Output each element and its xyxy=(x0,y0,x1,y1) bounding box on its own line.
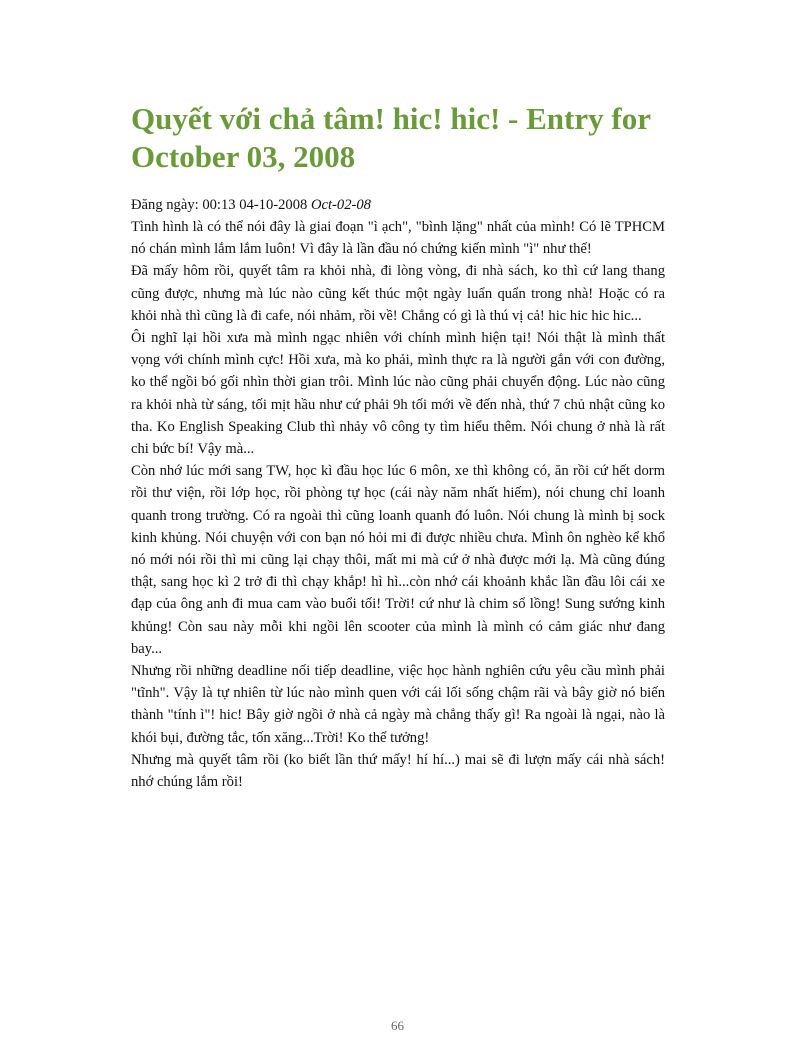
paragraph: Nhưng mà quyết tâm rồi (ko biết lần thứ mấy! hí hí...) mai sẽ đi lượn mấy cái nhà sách! nhớ chúng lắm rồi! xyxy=(131,751,665,791)
page-number: 66 xyxy=(391,1018,404,1033)
paragraph: Tình hình là có thể nói đây là giai đoạn "ì ạch", "bình lặng" nhất của mình! Có lẽ TPHCM nó chán mình lắm lắm luôn! Vì đây là lần đầu nó chứng kiến mình "ì" như thế! xyxy=(131,219,665,258)
post-date-italic: Oct-02-08 xyxy=(310,197,371,213)
post-date: Đăng ngày: 00:13 04-10-2008 xyxy=(131,197,311,213)
paragraph: Còn nhớ lúc mới sang TW, học kì đầu học lúc 6 môn, xe thì không có, ăn rồi cứ hết dorm rồi thư viện, rồi lớp học, rồi phòng tự học (cái này năm nhất hiếm), nói chung chỉ loanh quanh trong trường. Có ra ngoài thì cũng loanh quanh đó luôn. Nói chung là mình bị sock kinh khủng. Nói chuyện với con bạn nó hỏi mi đi được nhiều chưa. Mình ôn nghèo kể khổ nó mới nói rồi thì mi cũng lại chạy thôi, mất mi mà cứ ở nhà được mới lạ. Mà cũng đúng thật, sang học kì 2 trở đi thì chạy khắp! hì hì...còn nhớ cái khoảnh khắc lần đầu lôi cái xe đạp của ông anh đi mua cam vào buổi tối! Trời! cứ như là chim sổ lồng! Sung sướng kinh khủng! Còn sau này mỗi khi ngồi lên scooter của mình là mình có cảm giác như đang bay... xyxy=(131,463,665,657)
paragraph: Đã mấy hôm rồi, quyết tâm ra khỏi nhà, đi lòng vòng, đi nhà sách, ko thì cứ lang thang cũng được, nhưng mà lúc nào cũng kết thúc một ngày luẩn quẩn trong nhà! Hoặc có ra khỏi nhà thì cũng là đi cafe, nói nhảm, rồi về! Chẳng có gì là thú vị cả! hic hic hic hic... xyxy=(131,263,665,324)
entry-body xyxy=(131,216,665,793)
paragraph: Nhưng rồi những deadline nối tiếp deadline, việc học hành nghiên cứu yêu cầu mình phải "tĩnh". Vậy là tự nhiên từ lúc nào mình quen với cái lối sống chậm rãi và bây giờ nó biến thành "tính ì"! hic! Bây giờ ngồi ở nhà cả ngày mà chẳng thấy gì! Ra ngoài là ngại, nào là khói bụi, đường tắc, tốn xăng...Trời! Ko thể tưởng! xyxy=(131,663,665,746)
post-meta xyxy=(131,194,671,216)
entry-title: Quyết với chả tâm! hic! hic! - Entry for October 03, 2008 xyxy=(131,101,651,174)
paragraph: Ôi nghĩ lại hồi xưa mà mình ngạc nhiên với chính mình hiện tại! Nói thật là mình thất vọng với chính mình cực! Hồi xưa, mà ko phải, mình thực ra là người gắn với con đường, ko thể ngồi bó gối nhìn thời gian trôi. Mình lúc nào cũng phải chuyển động. Lúc nào cũng ra khỏi nhà từ sáng, tối mịt hầu như cứ phải 9h tối mới về đến nhà, thứ 7 chủ nhật cũng ko tha. Ko English Speaking Club thì nhảy vô công ty tìm hiểu thêm. Nói chung ở nhà là rất chi bức bí! Vậy mà... xyxy=(131,330,665,458)
